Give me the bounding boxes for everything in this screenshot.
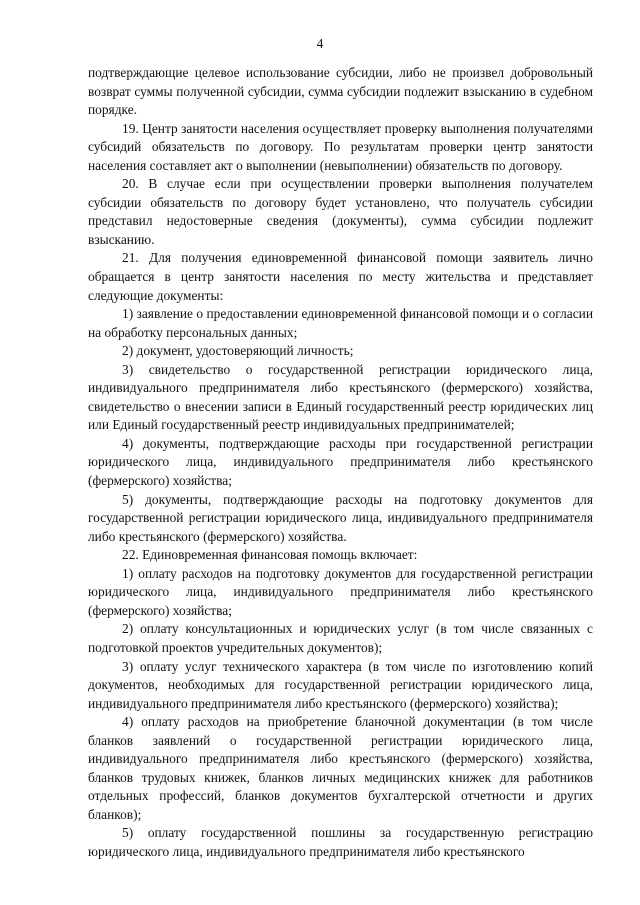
paragraph-19: 19. Центр занятости населения осуществляет проверку выполнения получателями субсидий обязательств по договору. По результатам проверки центр занятости населения составляет акт о выполнении (невыполнении) обязательств по договору.	[88, 120, 593, 173]
list-item-22-5: 5) оплату государственной пошлины за государственную регистрацию юридического лица, индивидуального предпринимателя либо крестьянского	[88, 825, 593, 859]
list-item-22-3: 3) оплату услуг технического характера (в том числе по изготовлению копий документов, необходимых для государственной регистрации юридического лица, индивидуального предпринимателя либо крестьянского (фермерского) хозяйства);	[88, 658, 593, 711]
list-item-21-1: 1) заявление о предоставлении единовременной финансовой помощи и о согласии на обработку персональных данных;	[88, 306, 593, 340]
list-item-21-5: 5) документы, подтверждающие расходы на подготовку документов для государственной регистрации юридического лица, индивидуального предпринимателя либо крестьянского (фермерского) хозяйства.	[88, 491, 593, 544]
list-item-21-4: 4) документы, подтверждающие расходы при государственной регистрации юридического лица, индивидуального предпринимателя либо крестьянского (фермерского) хозяйства;	[88, 435, 593, 489]
paragraph-continuation: подтверждающие целевое использование субсидии, либо не произвел добровольный возврат суммы полученной субсидии, сумма субсидии подлежит взысканию в судебном порядке.	[88, 65, 593, 118]
page-number: 4	[316, 36, 324, 51]
list-item-22-1: 1) оплату расходов на подготовку документов для государственной регистрации юридического лица, индивидуального предпринимателя либо крестьянского (фермерского) хозяйства;	[88, 565, 593, 618]
list-item-22-4: 4) оплату расходов на приобретение бланочной документации (в том числе бланков заявлений о государственной регистрации юридического лица, индивидуального предпринимателя либо крестьянского (фермерского) хозяйства, бланков трудовых книжек, бланков личных медицинских книжек для работников отдельных профессий, бланков документов бухгалтерской отчетности и других бланков);	[88, 714, 593, 822]
document-body	[88, 64, 593, 862]
paragraph-20: 20. В случае если при осуществлении проверки выполнения получателем субсидии обязательств по договору будет установлено, что получатель субсидии представил недостоверные сведения (документы), сумма субсидии подлежит взысканию.	[88, 176, 593, 247]
list-item-22-2: 2) оплату консультационных и юридических услуг (в том числе связанных с подготовкой проектов учредительных документов);	[88, 621, 593, 655]
list-item-21-3: 3) свидетельство о государственной регистрации юридического лица, индивидуального предпринимателя либо крестьянского (фермерского) хозяйства, свидетельство о внесении записи в Единый государственный реестр юридических лиц или Единый государственный реестр индивидуальных предпринимателей;	[88, 361, 593, 433]
paragraph-21: 21. Для получения единовременной финансовой помощи заявитель лично обращается в центр занятости населения по месту жительства и представляет следующие документы:	[88, 250, 593, 303]
list-item-21-2: 2) документ, удостоверяющий личность;	[122, 343, 354, 359]
paragraph-22: 22. Единовременная финансовая помощь включает:	[122, 547, 418, 563]
